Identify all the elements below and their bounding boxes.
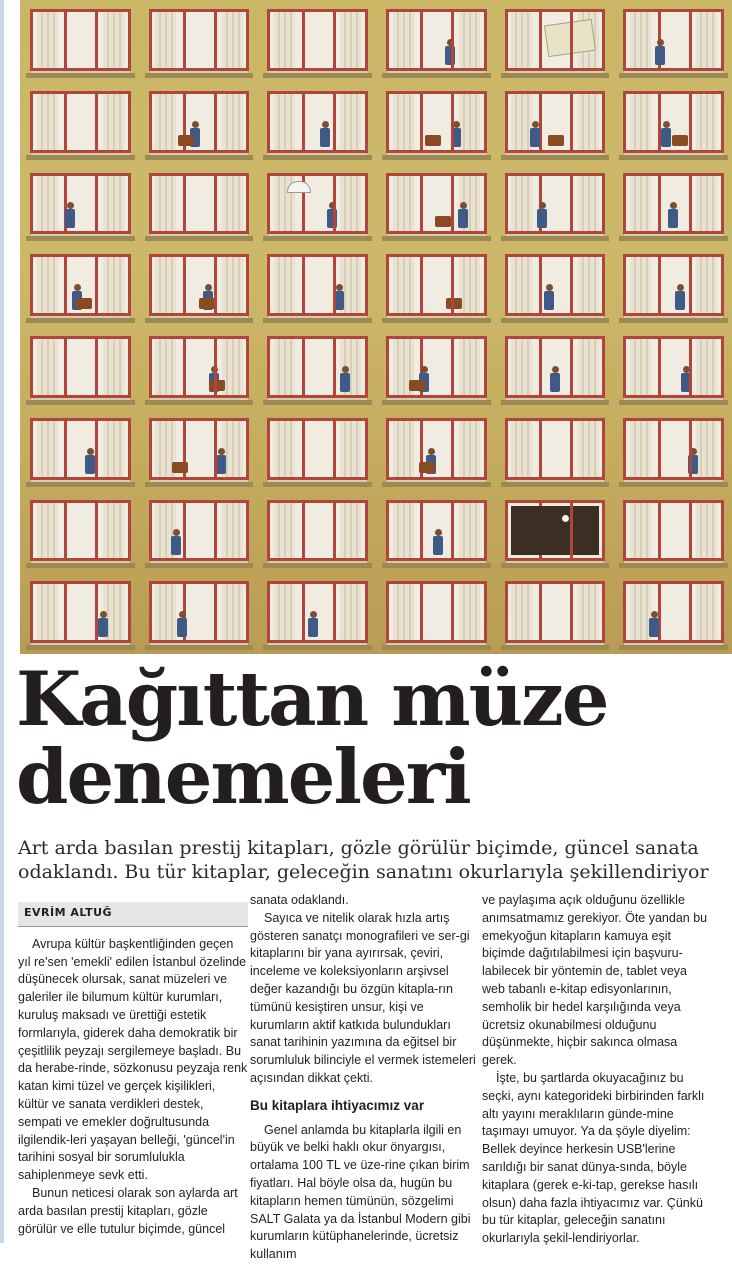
photo-window	[257, 82, 376, 164]
window-ledge	[382, 155, 491, 160]
moon-icon	[562, 515, 569, 522]
lead-photo	[20, 0, 732, 654]
curtain	[511, 94, 532, 150]
window-frame	[623, 91, 724, 153]
curtain	[578, 421, 599, 477]
window-ledge	[263, 73, 372, 78]
curtain	[222, 176, 243, 232]
curtain	[37, 257, 58, 313]
page-edge-rule	[0, 0, 4, 1243]
curtain	[511, 12, 532, 68]
curtain	[340, 421, 361, 477]
curtain	[222, 503, 243, 559]
window-ledge	[145, 563, 254, 568]
photo-window	[20, 572, 139, 654]
curtain	[274, 503, 295, 559]
window-ledge	[263, 400, 372, 405]
curtain	[630, 94, 651, 150]
photo-window	[139, 327, 258, 409]
window-ledge	[501, 563, 610, 568]
window-ledge	[145, 400, 254, 405]
photo-window	[257, 572, 376, 654]
window-frame	[267, 9, 368, 71]
photo-window	[495, 0, 614, 82]
window-frame	[386, 418, 487, 480]
window-frame	[267, 254, 368, 316]
article-column-3	[482, 892, 712, 1248]
curtain	[103, 339, 124, 395]
photo-window	[613, 82, 732, 164]
window-ledge	[263, 318, 372, 323]
curtain	[393, 94, 414, 150]
photo-window	[20, 164, 139, 246]
curtain	[393, 421, 414, 477]
curtain	[696, 421, 717, 477]
photo-window	[495, 572, 614, 654]
photo-window	[613, 491, 732, 573]
person-figure	[530, 121, 540, 147]
curtain	[459, 584, 480, 640]
curtain	[511, 421, 532, 477]
photo-window-grid	[20, 0, 732, 654]
person-figure	[537, 202, 547, 228]
suitcase	[172, 462, 188, 473]
curtain	[340, 584, 361, 640]
window-ledge	[145, 236, 254, 241]
photo-window	[257, 164, 376, 246]
person-figure	[451, 121, 461, 147]
paragraph: ve paylaşıma açık olduğunu özellikle anımsatmamız gerekiyor. Öte yandan bu emekyoğun kitapların kamuya eşit biçimde dağıtılabilmesi için başvuru-labilecek bir yöntemin de, tablet veya web tabanlı e-kitap edisyonlarının, semholik bir hedel karşılığında veya ücretsiz okunabilmesi olduğunu düşünmekte, hiçbir sakınca olmasa gerek.	[482, 893, 708, 1068]
curtain	[393, 257, 414, 313]
suitcase	[178, 135, 194, 146]
section-subhead: Bu kitaplara ihtiyacımız var	[250, 1097, 425, 1113]
window-frame	[623, 173, 724, 235]
window-frame	[623, 336, 724, 398]
window-frame	[623, 254, 724, 316]
curtain	[37, 339, 58, 395]
window-ledge	[145, 645, 254, 650]
curtain	[274, 257, 295, 313]
paragraph: Bunun neticesi olarak son aylarda art arda basılan prestij kitapları, gözle görülür ve elle tutulur biçimde, güncel	[18, 1185, 238, 1236]
person-figure	[308, 611, 318, 637]
window-frame	[386, 336, 487, 398]
curtain	[459, 12, 480, 68]
curtain	[459, 503, 480, 559]
window-ledge	[263, 645, 372, 650]
window-frame	[386, 91, 487, 153]
photo-window	[139, 245, 258, 327]
suitcase	[419, 462, 435, 473]
person-figure	[661, 121, 671, 147]
person-figure	[320, 121, 330, 147]
window-ledge	[382, 645, 491, 650]
window-frame	[505, 91, 606, 153]
window-frame	[267, 173, 368, 235]
curtain	[222, 584, 243, 640]
photo-window	[139, 0, 258, 82]
umbrella	[287, 181, 311, 193]
person-figure	[445, 39, 455, 65]
person-figure	[688, 448, 698, 474]
curtain	[103, 503, 124, 559]
suitcase	[672, 135, 688, 146]
curtain	[511, 176, 532, 232]
curtain	[459, 421, 480, 477]
suitcase	[548, 135, 564, 146]
curtain	[155, 176, 176, 232]
paragraph: Genel anlamda bu kitaplarla ilgili en büyük ve belki haklı okur önyargısı, ortalama 100 TL ve üze-rine çıkan birim fiyatları. Hal böyle olsa da, hugün bu kitapların hemen tümünün, sözgelimi SALT Galata ya da İstanbul Modern gibi kurumların kütüphanelerinde, ücretsiz kullanım	[250, 1122, 471, 1262]
curtain	[274, 94, 295, 150]
window-ledge	[26, 318, 135, 323]
curtain	[37, 176, 58, 232]
curtain	[630, 584, 651, 640]
person-figure	[681, 366, 691, 392]
window-ledge	[263, 482, 372, 487]
curtain	[696, 503, 717, 559]
window-ledge	[145, 482, 254, 487]
curtain	[696, 257, 717, 313]
curtain	[274, 421, 295, 477]
curtain	[340, 176, 361, 232]
window-ledge	[26, 400, 135, 405]
window-frame	[30, 91, 131, 153]
window-ledge	[263, 236, 372, 241]
window-ledge	[26, 645, 135, 650]
window-ledge	[619, 400, 728, 405]
curtain	[459, 339, 480, 395]
curtain	[696, 94, 717, 150]
window-ledge	[619, 73, 728, 78]
window-ledge	[382, 318, 491, 323]
window-ledge	[619, 318, 728, 323]
photo-window	[376, 327, 495, 409]
window-frame	[149, 500, 250, 562]
window-ledge	[501, 155, 610, 160]
paragraph: sanata odaklandı.	[250, 893, 349, 907]
window-ledge	[263, 155, 372, 160]
photo-window	[257, 0, 376, 82]
window-frame	[623, 9, 724, 71]
curtain	[155, 257, 176, 313]
curtain	[630, 421, 651, 477]
photo-window	[613, 409, 732, 491]
photo-window	[613, 245, 732, 327]
window-frame	[623, 418, 724, 480]
curtain	[340, 503, 361, 559]
suitcase	[425, 135, 441, 146]
curtain	[459, 94, 480, 150]
window-frame	[505, 336, 606, 398]
window-ledge	[501, 645, 610, 650]
photo-window	[20, 491, 139, 573]
photo-window	[376, 245, 495, 327]
person-figure	[340, 366, 350, 392]
photo-window	[613, 572, 732, 654]
window-ledge	[26, 155, 135, 160]
window-frame	[505, 418, 606, 480]
person-figure	[655, 39, 665, 65]
curtain	[578, 339, 599, 395]
window-frame	[386, 254, 487, 316]
person-figure	[327, 202, 337, 228]
photo-window	[376, 164, 495, 246]
curtain	[630, 503, 651, 559]
window-frame	[30, 418, 131, 480]
curtain	[340, 94, 361, 150]
window-frame	[623, 581, 724, 643]
curtain	[155, 12, 176, 68]
window-ledge	[26, 563, 135, 568]
photo-window	[20, 409, 139, 491]
curtain	[103, 176, 124, 232]
window-ledge	[382, 73, 491, 78]
curtain	[155, 339, 176, 395]
headline-line-1: Kağıttan müze	[16, 655, 608, 743]
curtain	[103, 12, 124, 68]
window-frame	[505, 9, 606, 71]
window-frame	[30, 336, 131, 398]
curtain	[511, 339, 532, 395]
window-frame	[386, 500, 487, 562]
person-figure	[98, 611, 108, 637]
person-figure	[433, 529, 443, 555]
curtain	[340, 12, 361, 68]
person-figure	[334, 284, 344, 310]
photo-window	[139, 572, 258, 654]
curtain	[37, 584, 58, 640]
window-frame	[149, 418, 250, 480]
photo-window	[376, 491, 495, 573]
curtain	[696, 12, 717, 68]
suitcase	[199, 298, 215, 309]
window-frame	[505, 581, 606, 643]
curtain	[393, 503, 414, 559]
deck-subtitle: Art arda basılan prestij kitapları, gözle görülür biçimde, güncel sanata odaklandı. Bu tür kitaplar, geleceğin sanatını okurlarıyla şekillendiriyor	[18, 837, 709, 883]
photo-window	[613, 0, 732, 82]
window-frame	[267, 91, 368, 153]
window-ledge	[263, 563, 372, 568]
photo-window	[613, 164, 732, 246]
photo-window	[495, 491, 614, 573]
window-frame	[386, 173, 487, 235]
window-frame	[30, 581, 131, 643]
window-frame	[623, 500, 724, 562]
window-ledge	[501, 318, 610, 323]
curtain	[511, 257, 532, 313]
window-ledge	[382, 236, 491, 241]
curtain	[696, 176, 717, 232]
photo-window	[20, 327, 139, 409]
window-ledge	[501, 236, 610, 241]
curtain	[37, 94, 58, 150]
window-ledge	[26, 482, 135, 487]
window-frame	[267, 581, 368, 643]
photo-window	[139, 82, 258, 164]
window-frame	[267, 418, 368, 480]
curtain	[630, 257, 651, 313]
curtain	[578, 257, 599, 313]
window-frame	[30, 500, 131, 562]
window-ledge	[619, 563, 728, 568]
paragraph: İşte, bu şartlarda okuyacağınız bu seçki, aynı kategorideki birbirinden farklı altı yayını meraklıların günde-mine taşımayı umuyor. Ya da şöyle diyelim: Bellek deyince herkesin USB'lerine sarıldığı bir sanat dünya-sında, böyle kitaplara (gerek e-ki-tap, gerekse hasılı olsun) daha fazla ihtiyacımız var. Çünkü bu tür kitaplar, geleceğin sanatını okurlarıyla şekil-lendiriyorlar.	[482, 1070, 705, 1246]
unfolded-map	[544, 19, 596, 57]
curtain	[393, 176, 414, 232]
person-figure	[675, 284, 685, 310]
window-frame	[267, 500, 368, 562]
photo-window	[20, 0, 139, 82]
curtain	[103, 257, 124, 313]
photo-window	[495, 164, 614, 246]
curtain	[37, 421, 58, 477]
window-frame	[149, 581, 250, 643]
window-ledge	[619, 482, 728, 487]
article-column-2	[250, 892, 480, 1264]
window-ledge	[382, 563, 491, 568]
window-ledge	[619, 645, 728, 650]
window-frame	[30, 254, 131, 316]
author-byline: EVRİM ALTUĞ	[18, 902, 248, 927]
curtain	[696, 339, 717, 395]
window-frame	[505, 173, 606, 235]
window-ledge	[501, 73, 610, 78]
window-ledge	[619, 236, 728, 241]
curtain	[578, 176, 599, 232]
curtain	[37, 503, 58, 559]
window-frame	[149, 336, 250, 398]
person-figure	[550, 366, 560, 392]
curtain	[578, 584, 599, 640]
curtain	[393, 584, 414, 640]
photo-window	[376, 0, 495, 82]
window-ledge	[145, 73, 254, 78]
photo-window	[20, 245, 139, 327]
photo-window	[139, 164, 258, 246]
curtain	[578, 94, 599, 150]
curtain	[155, 94, 176, 150]
headline	[16, 655, 716, 821]
photo-window	[257, 327, 376, 409]
window-ledge	[26, 236, 135, 241]
article-column-1	[18, 902, 248, 1238]
photo-window	[376, 572, 495, 654]
person-figure	[544, 284, 554, 310]
person-figure	[171, 529, 181, 555]
person-figure	[85, 448, 95, 474]
window-frame	[386, 581, 487, 643]
photo-window	[495, 82, 614, 164]
person-figure	[458, 202, 468, 228]
window-frame	[149, 173, 250, 235]
window-ledge	[501, 400, 610, 405]
curtain	[696, 584, 717, 640]
person-figure	[177, 611, 187, 637]
person-figure	[668, 202, 678, 228]
photo-window	[139, 409, 258, 491]
curtain	[222, 257, 243, 313]
suitcase	[409, 380, 425, 391]
photo-window	[495, 409, 614, 491]
photo-window	[376, 82, 495, 164]
curtain	[103, 94, 124, 150]
person-figure	[216, 448, 226, 474]
window-frame	[149, 91, 250, 153]
suitcase	[435, 216, 451, 227]
photo-window	[495, 245, 614, 327]
window-ledge	[501, 482, 610, 487]
window-frame	[30, 173, 131, 235]
window-frame	[30, 9, 131, 71]
photo-window	[376, 409, 495, 491]
suitcase	[209, 380, 225, 391]
curtain	[393, 12, 414, 68]
person-figure	[649, 611, 659, 637]
curtain	[630, 12, 651, 68]
suitcase	[76, 298, 92, 309]
window-ledge	[145, 318, 254, 323]
curtain	[37, 12, 58, 68]
curtain	[222, 94, 243, 150]
photo-window	[257, 491, 376, 573]
window-frame	[267, 336, 368, 398]
window-ledge	[382, 482, 491, 487]
person-figure	[65, 202, 75, 228]
window-ledge	[619, 155, 728, 160]
curtain	[274, 339, 295, 395]
paragraph: Sayıca ve nitelik olarak hızla artış gösteren sanatçı monografileri ve ser-gi kitaplarını bir yana ayırırsak, çeviri, inceleme ve koleksiyonların arşivsel değer kazandığı bu özgün kitapla-rın tümünü kesiştiren unsur, kişi ve kurumların aktif katkıda bulundukları sanat tarihinin yazımına da eğitsel bir sorumluluk bilinciyle el vermek istemeleri açısından dikkat çekti.	[250, 910, 476, 1085]
curtain	[630, 176, 651, 232]
curtain	[103, 421, 124, 477]
photo-window	[257, 409, 376, 491]
paragraph: Avrupa kültür başkentliğinden geçen yıl re'sen 'emekli' edilen İstanbul özelinde düşünecek olursak, sanat müzeleri ve galeriler ile bilumum kültür kurumları, kuruluş maksadı ve ürettiği estetik formlarıyla, giderek daha demokratik bir çeşitlilik peyzajı sergilemeye başladı. Bu da herabe-rinde, sözkonusu peyzaja renk katan kimi tüzel ve gerçek kişilikleri, kültür ve sanata verdikleri destek, sempati ve emekler doğrultusunda ilgilendik-leri yaşayan belleği, 'güncel'in tarihini sosyal bir sorumlulukla sahiplenmeye sevk etti.	[18, 936, 248, 1183]
photo-window	[495, 327, 614, 409]
suitcase	[446, 298, 462, 309]
curtain	[222, 12, 243, 68]
window-ledge	[145, 155, 254, 160]
photo-window	[20, 82, 139, 164]
window-ledge	[26, 73, 135, 78]
curtain	[274, 12, 295, 68]
curtain	[155, 584, 176, 640]
photo-window	[139, 491, 258, 573]
curtain	[459, 257, 480, 313]
curtain	[274, 584, 295, 640]
photo-window	[257, 245, 376, 327]
night-sky-window	[511, 506, 600, 556]
photo-window	[613, 327, 732, 409]
window-frame	[149, 254, 250, 316]
curtain	[511, 584, 532, 640]
window-frame	[386, 9, 487, 71]
window-frame	[505, 500, 606, 562]
window-frame	[149, 9, 250, 71]
window-ledge	[382, 400, 491, 405]
headline-line-2: denemeleri	[16, 733, 470, 821]
curtain	[630, 339, 651, 395]
window-frame	[505, 254, 606, 316]
